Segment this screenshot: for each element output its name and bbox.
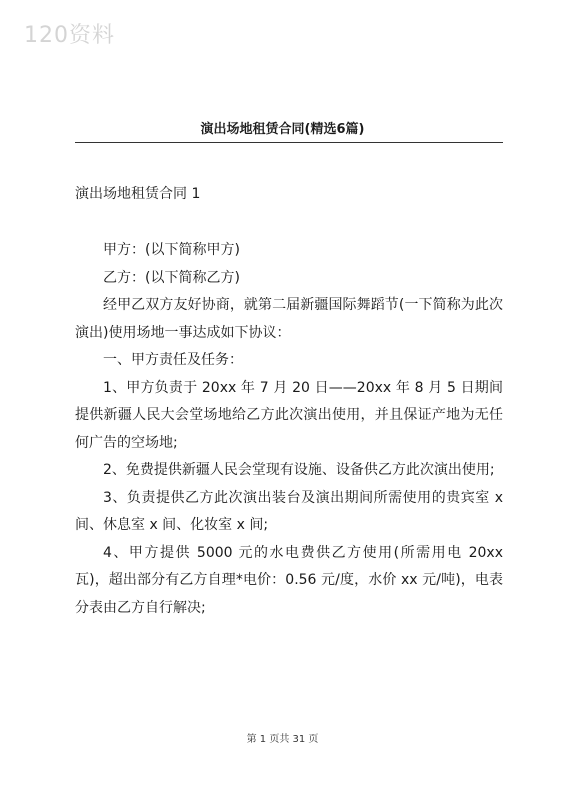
page-number-footer: 第 1 页共 31 页: [246, 734, 319, 745]
paragraph-clause-4: 4、甲方提供 5000 元的水电费供乙方使用(所需用电 20xx 瓦)，超出部分有乙方自理*电价：0.56 元/度，水价 xx 元/吨)，电表分表由乙方自行解决;: [75, 544, 503, 616]
document-body: [75, 237, 503, 622]
section-heading: 演出场地租赁合同 1: [75, 186, 201, 202]
watermark-logo: 120资料: [24, 23, 115, 48]
paragraph-party-b: 乙方：(以下简称乙方): [103, 269, 240, 286]
document-title: 演出场地租赁合同(精选6篇): [200, 122, 365, 137]
paragraph-section-heading: 一、甲方责任及任务：: [103, 352, 243, 368]
title-divider: [75, 142, 503, 143]
paragraph-clause-2: 2、免费提供新疆人民会堂现有设施、设备供乙方此次演出使用;: [103, 462, 495, 478]
paragraph-clause-3: 3、负责提供乙方此次演出装台及演出期间所需使用的贵宾室 x 间、休息室 x 间、化妆室 x 间;: [75, 489, 503, 533]
paragraph-clause-1: 1、甲方负责于 20xx 年 7 月 20 日——20xx 年 8 月 5 日期间提供新疆人民大会堂场地给乙方此次演出使用，并且保证产地为无任何广告的空场地;: [75, 379, 503, 451]
paragraph-preamble: 经甲乙双方友好协商，就第二届新疆国际舞蹈节(一下简称为此次演出)使用场地一事达成如下协议：: [75, 297, 503, 341]
paragraph-party-a: 甲方：(以下简称甲方): [103, 242, 240, 258]
